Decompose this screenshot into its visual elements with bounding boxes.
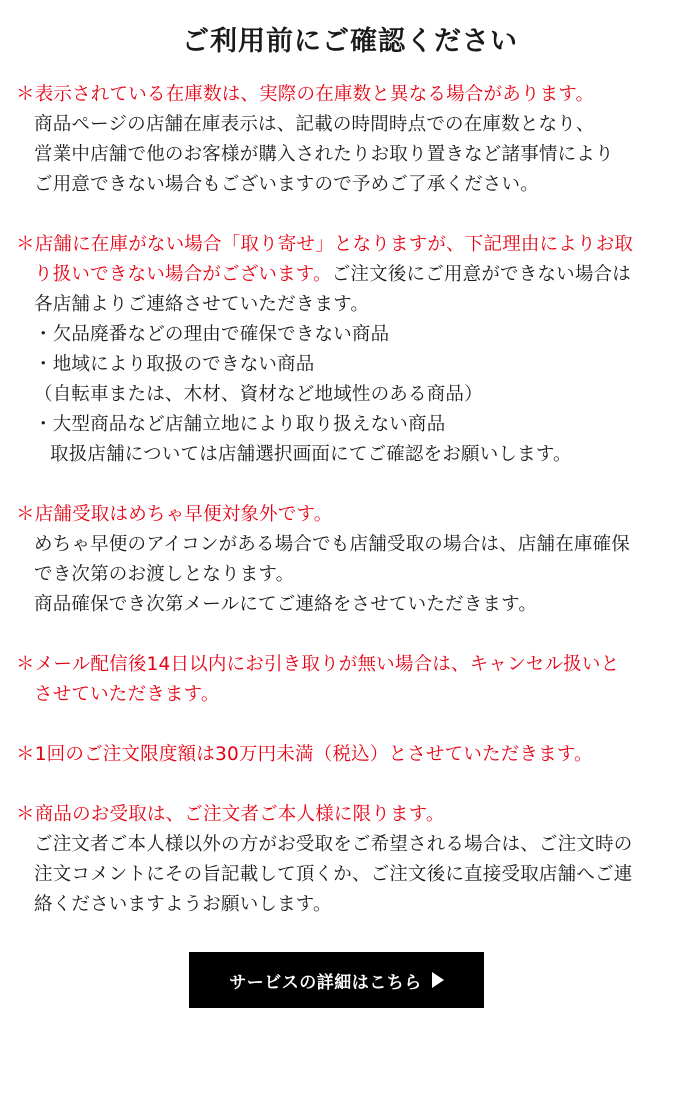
play-arrow-icon [432, 972, 444, 988]
bullet-item-note: （自転車または、木材、資材など地域性のある商品） [34, 384, 483, 405]
notice-pickup-deadline [16, 650, 686, 710]
notice-order-limit [16, 740, 686, 770]
bullet-item: ・欠品廃番などの理由で確保できない商品 [34, 324, 390, 345]
notice-body-line: 取扱店舗については店舗選択画面にてご確認をお願いします。 [50, 444, 572, 465]
notice-heading: ＊1回のご注文限度額は30万円未満（税込）とさせていただきます。 [16, 744, 593, 765]
notice-body-line: 営業中店舗で他のお客様が購入されたりお取り置きなど諸事情により [34, 144, 614, 165]
notice-heading: ＊商品のお受取は、ご注文者ご本人様に限ります。 [16, 804, 445, 825]
notice-express-excluded [16, 500, 686, 620]
notice-body-line: 絡くださいますようお願いします。 [34, 894, 332, 915]
notice-body-line: ご注文者ご本人様以外の方がお受取をご希望される場合は、ご注文時の [34, 834, 633, 855]
notice-list [16, 80, 686, 950]
notice-heading: ＊店舗に在庫がない場合「取り寄せ」となりますが、下記理由によりお取 [16, 234, 634, 255]
notice-order-in [16, 230, 686, 470]
notice-heading-continuation: させていただきます。 [34, 684, 220, 705]
notice-heading: ＊メール配信後14日以内にお引き取りが無い場合は、キャンセル扱いと [16, 654, 620, 675]
notice-heading-black-part: ご注文後にご用意ができない場合は [331, 264, 631, 285]
notice-body-line: でき次第のお渡しとなります。 [34, 564, 295, 585]
service-details-button[interactable] [189, 952, 484, 1008]
bullet-item: ・地域により取扱のできない商品 [34, 354, 315, 375]
notice-heading-continuation [16, 260, 686, 290]
page-title: ご利用前にご確認ください [182, 26, 518, 57]
notice-body-line: ご用意できない場合もございますので予めご了承ください。 [34, 174, 539, 195]
notice-pickup-person [16, 800, 686, 920]
notice-body-line: 各店舗よりご連絡させていただきます。 [34, 294, 370, 315]
service-details-button-wrap [189, 952, 484, 1008]
notice-body-line: めちゃ早便のアイコンがある場合でも店舗受取の場合は、店舗在庫確保 [34, 534, 630, 555]
notice-body-line: 商品確保でき次第メールにてご連絡をさせていただきます。 [34, 594, 538, 615]
service-details-button-label: サービスの詳細はこちら [229, 972, 422, 993]
notice-heading: ＊表示されている在庫数は、実際の在庫数と異なる場合があります。 [16, 84, 595, 105]
notice-heading-red-part: り扱いできない場合がございます。 [34, 264, 332, 285]
notice-heading: ＊店舗受取はめちゃ早便対象外です。 [16, 504, 333, 525]
notice-stock-difference [16, 80, 686, 200]
notice-body-line: 商品ページの店舗在庫表示は、記載の時間時点での在庫数となり、 [34, 114, 595, 135]
bullet-item: ・大型商品など店舗立地により取り扱えない商品 [34, 414, 446, 435]
notice-body-line: 注文コメントにその旨記載して頂くか、ご注文後に直接受取店舗へご連 [34, 864, 633, 885]
